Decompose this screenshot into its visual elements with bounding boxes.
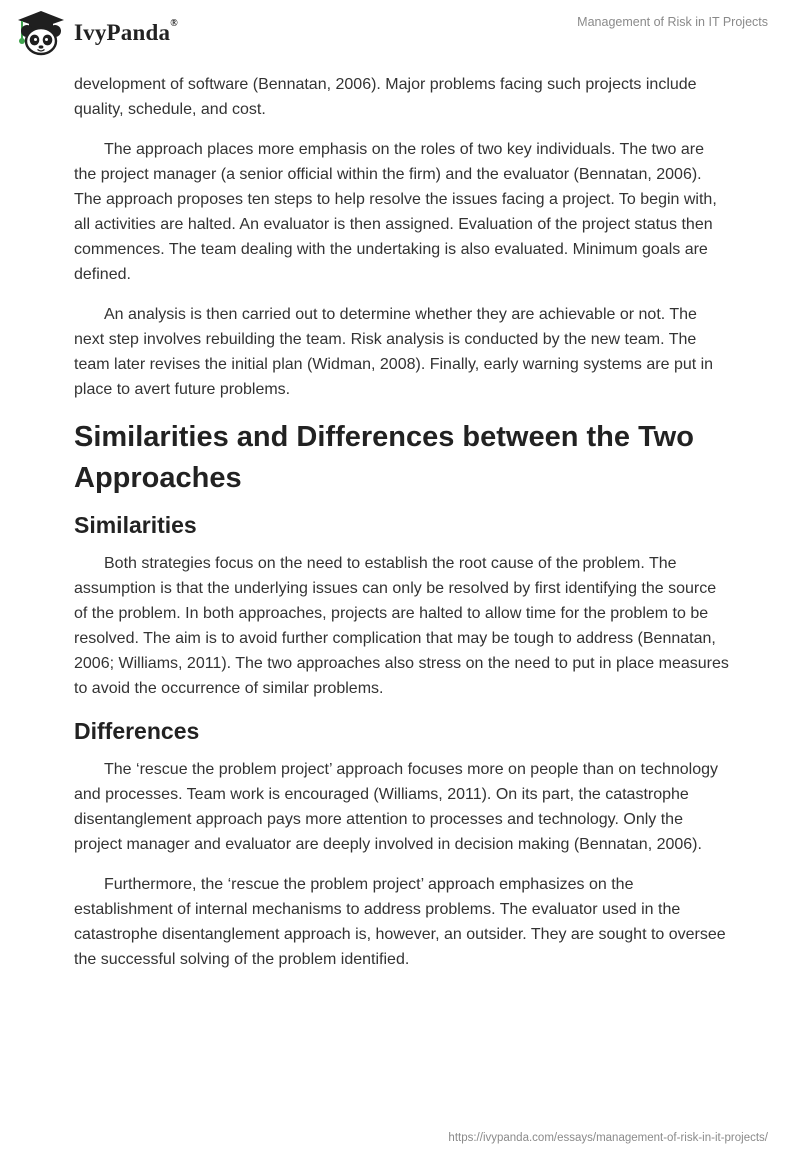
page-header: [0, 0, 800, 70]
differences-heading: Differences: [74, 718, 200, 744]
paragraph-5: The ‘rescue the problem project’ approach focuses more on people than on technology and processes. Team work is encouraged (Williams, 2011). On its part, the catastrophe disentanglement approach pays more attention to processes and technology. Only the project manager and evaluator are deeply involved in decision making (Bennatan, 2006).: [74, 761, 719, 853]
section-heading: Similarities and Differences between the Two Approaches: [74, 421, 694, 494]
registered-mark: ®: [170, 18, 178, 29]
paragraph-2: The approach places more emphasis on the roles of two key individuals. The two are the project manager (a senior official within the firm) and the evaluator (Bennatan, 2006). The approach proposes ten steps to help resolve the issues facing a project. To begin with, all activities are halted. An evaluator is then assigned. Evaluation of the project status then commences. The team dealing with the undertaking is also evaluated. Minimum goals are defined.: [74, 141, 717, 283]
paragraph-4: Both strategies focus on the need to establish the root cause of the problem. The assumption is that the underlying issues can only be resolved by first identifying the source of the problem. In both approaches, projects are halted to allow time for the problem to be resolved. The aim is to avoid further complication that may be tough to address (Bennatan, 2006; Williams, 2011). The two approaches also stress on the need to put in place measures to avoid the occurrence of similar problems.: [74, 555, 729, 697]
ivypanda-logo[interactable]: [14, 9, 178, 57]
essay-content: [74, 72, 730, 987]
document-title: Management of Risk in IT Projects: [577, 15, 768, 29]
paragraph-3: An analysis is then carried out to determine whether they are achievable or not. The next step involves rebuilding the team. Risk analysis is conducted by the new team. The team later revises the initial plan (Widman, 2008). Finally, early warning systems are put in place to avert future problems.: [74, 306, 714, 398]
similarities-heading: Similarities: [74, 512, 197, 538]
brand-name: IvyPanda®: [74, 18, 178, 45]
paragraph-6: Furthermore, the ‘rescue the problem project’ approach emphasizes on the establishment of internal mechanisms to address problems. The evaluator used in the catastrophe disentanglement approach is, however, an outsider. They are sought to oversee the successful solving of the problem identified.: [74, 876, 726, 968]
paragraph-1: development of software (Bennatan, 2006). Major problems facing such projects include quality, schedule, and cost.: [74, 76, 697, 118]
panda-graduate-icon: [14, 9, 68, 57]
source-url: https://ivypanda.com/essays/management-of-risk-in-it-projects/: [448, 1132, 768, 1144]
